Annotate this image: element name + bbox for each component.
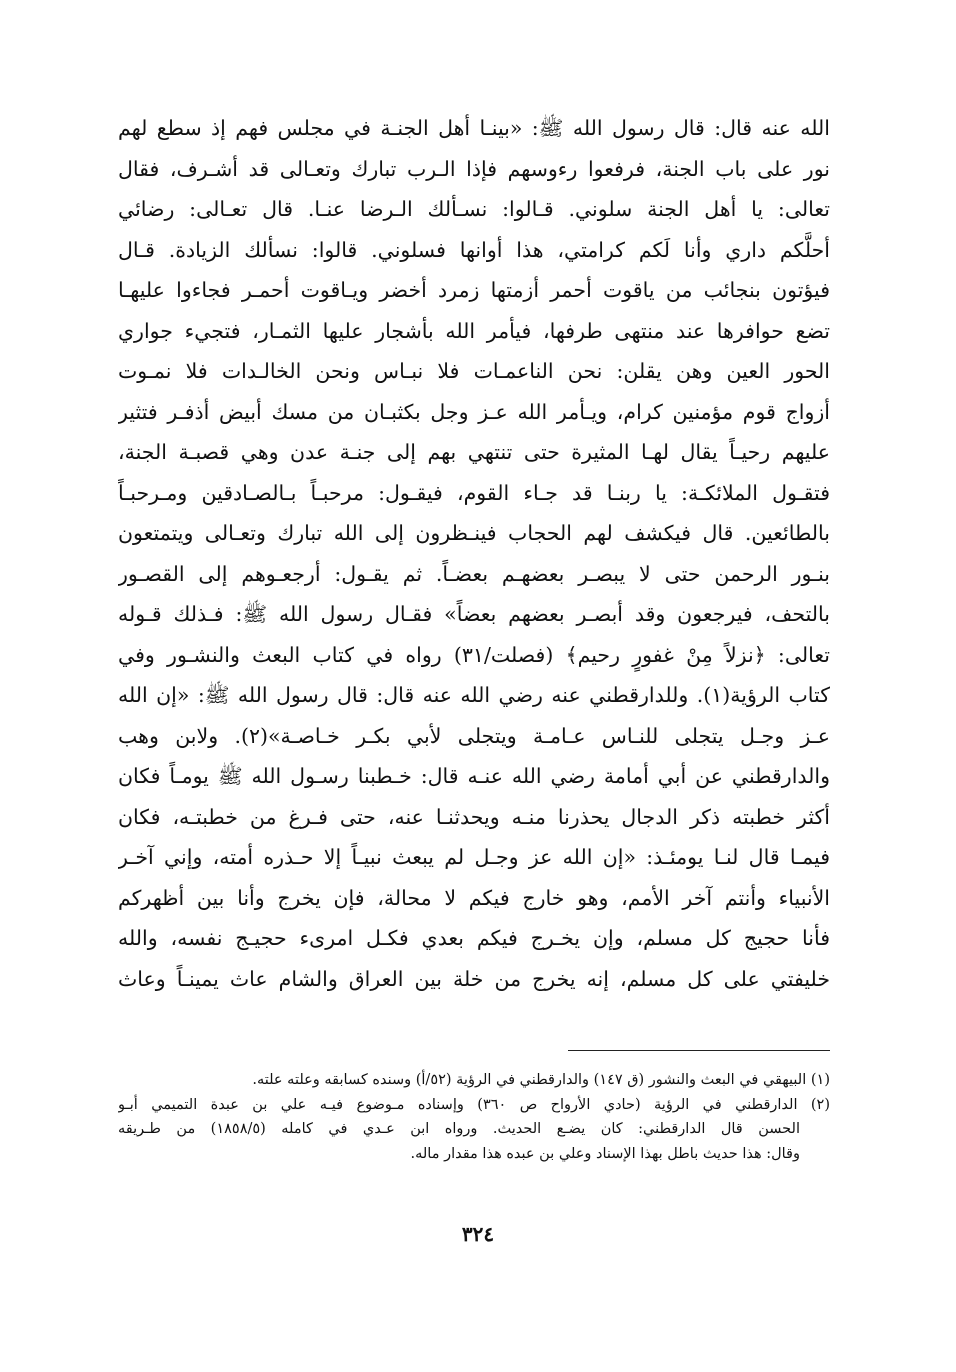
text-line: فيمـا قال لنـا يومئـذ: «إن الله عز وجـل لم يبعث نبيـاً إلا حـذره أمته، وإني آخـر <box>118 845 830 869</box>
main-text <box>118 108 830 999</box>
text-line: خليفتي على كل مسلم، إنه يخرج من خلة بين العراق والشام عاث يمينـاً وعاث <box>118 966 830 991</box>
text-line: أكثر خطبته ذكر الدجال يحذرنا منـه ويحدثنـا عنه، حتى فـرغ من خطبتـه، فكان <box>118 804 830 829</box>
text-line: فتقـول الملائكـة: يا ربنـا قد جـاء القوم، فيقـول: مرحبـاً بـالصـادقين ومـرحبـاً <box>118 480 830 505</box>
text-line: أحلَّكم داري وأنا لَكم كرامتي، هذا أوانها فسلوني. قالوا: نسألك الزيادة. قـال <box>118 237 830 262</box>
text-line: فأنا حجيج كل مسلم، وإن يخـرج فيكم بعدي فكـل امرىء حجيـج نفسه، والله <box>118 926 830 950</box>
text-line: بالتحف، فيرجعون وقد أبصـر بعضهم بعضاً» فقـال رسول الله ﷺ: فـذلك قـوله <box>118 602 830 626</box>
text-line: تعالى: يا أهل الجنة سلوني. قـالوا: نسـألك الـرضا عنـا. قال تعـالى: رضائي <box>118 197 830 221</box>
footnote-2-continued: الحسن قال الدارقطني: كان يضـع الحديث. ورواه ابن عـدي في كامله (١٨٥٨/٥) من طـريقه <box>118 1121 800 1137</box>
footnotes <box>118 1068 830 1166</box>
text-line: الحور العين وهن يقلن: نحن الناعمـات فلا نبـاس ونحن الخالـدات فلا نمـوت <box>118 359 830 383</box>
text-line: الأنبياء وأنتم آخر الأمم، وهو خارج فيكم لا محالة، فإن يخرج وأنا بين أظهركم <box>118 885 830 910</box>
footnote-2: (٢) الدارقطني في الرؤية (حادي الأرواح ص ٣٦٠) وإسناده مـوضوع فيـه علي بن عبدة التميمي أبـو <box>118 1096 830 1113</box>
text-line: والدارقطني عن أبي أمامة رضي الله عنـه قال: خـطبنا رسـول الله ﷺ يومـاً فكان <box>118 764 830 788</box>
text-line: كتاب الرؤية(١). وللدارقطني عنه رضي الله عنه قال: قال رسول الله ﷺ: «إن الله <box>118 683 830 707</box>
footnote-2-continued: وقال: هذا حديث باطل بهذا الإسناد وعلي بن عبده هذا مقدار ماله. <box>410 1145 800 1162</box>
footnote-1: (١) البيهقي في البعث والنشور (ق ١٤٧) والدارقطني في الرؤية (٥٢/أ) وسنده كسابقه وعلته علته. <box>252 1072 830 1088</box>
text-line: فيؤتون بنجائب من ياقوت أحمر أزمتها زمرد أخضر ويـاقوت أحمـر فجاءوا عليهـا <box>118 278 830 302</box>
text-line: أزواج قوم مؤمنين كرام، ويـأمر الله عـز وجل بكثبـان من مسك أبيض أذفـر فتثير <box>118 399 830 424</box>
text-line: تعالى: ﴿نزلاً مِنْ غفورٍ رحيم﴾ (فصلت/٣١) رواه في كتاب البعث والنشـور وفي <box>118 642 830 667</box>
text-line: الله عنه قال: قال رسول الله ﷺ: «بينـا أهل الجنـة في مجلس فهم إذ سطع لهم <box>118 116 830 140</box>
text-line: عليهم رحيـاً يقال لهـا المثيرة حتى تنتهي بهم إلى جنـة عدن وهي قصبـة الجنة، <box>118 440 830 464</box>
text-line: بنـور الرحمن حتى لا يبصـر بعضهـم بعضـاً. ثم يقـول: أرجعـوهم إلى القصـور <box>118 561 830 586</box>
text-line: عـز وجـل يتجلى للنـاس عـامـة ويتجلى لأبي بكـر خـاصـة»(٢). ولابن وهب <box>118 723 830 748</box>
text-line: نور على باب الجنة، فرفعوا رءوسهم فإذا الـرب تبارك وتعـالى قد أشـرف، فقال <box>118 156 830 181</box>
page-number: ٣٢٤ <box>461 1222 495 1246</box>
text-line: تضع حوافرها عند منتهى طرفها، فيأمر الله بأشجار عليها الثمـار، فتجيء جواري <box>118 318 830 343</box>
text-line: بالطائعين. قال فيكشف لهم الحجاب فينـظرون إلى الله تبارك وتعـالى ويتمتعون <box>118 521 830 545</box>
footnote-divider <box>568 1050 830 1051</box>
